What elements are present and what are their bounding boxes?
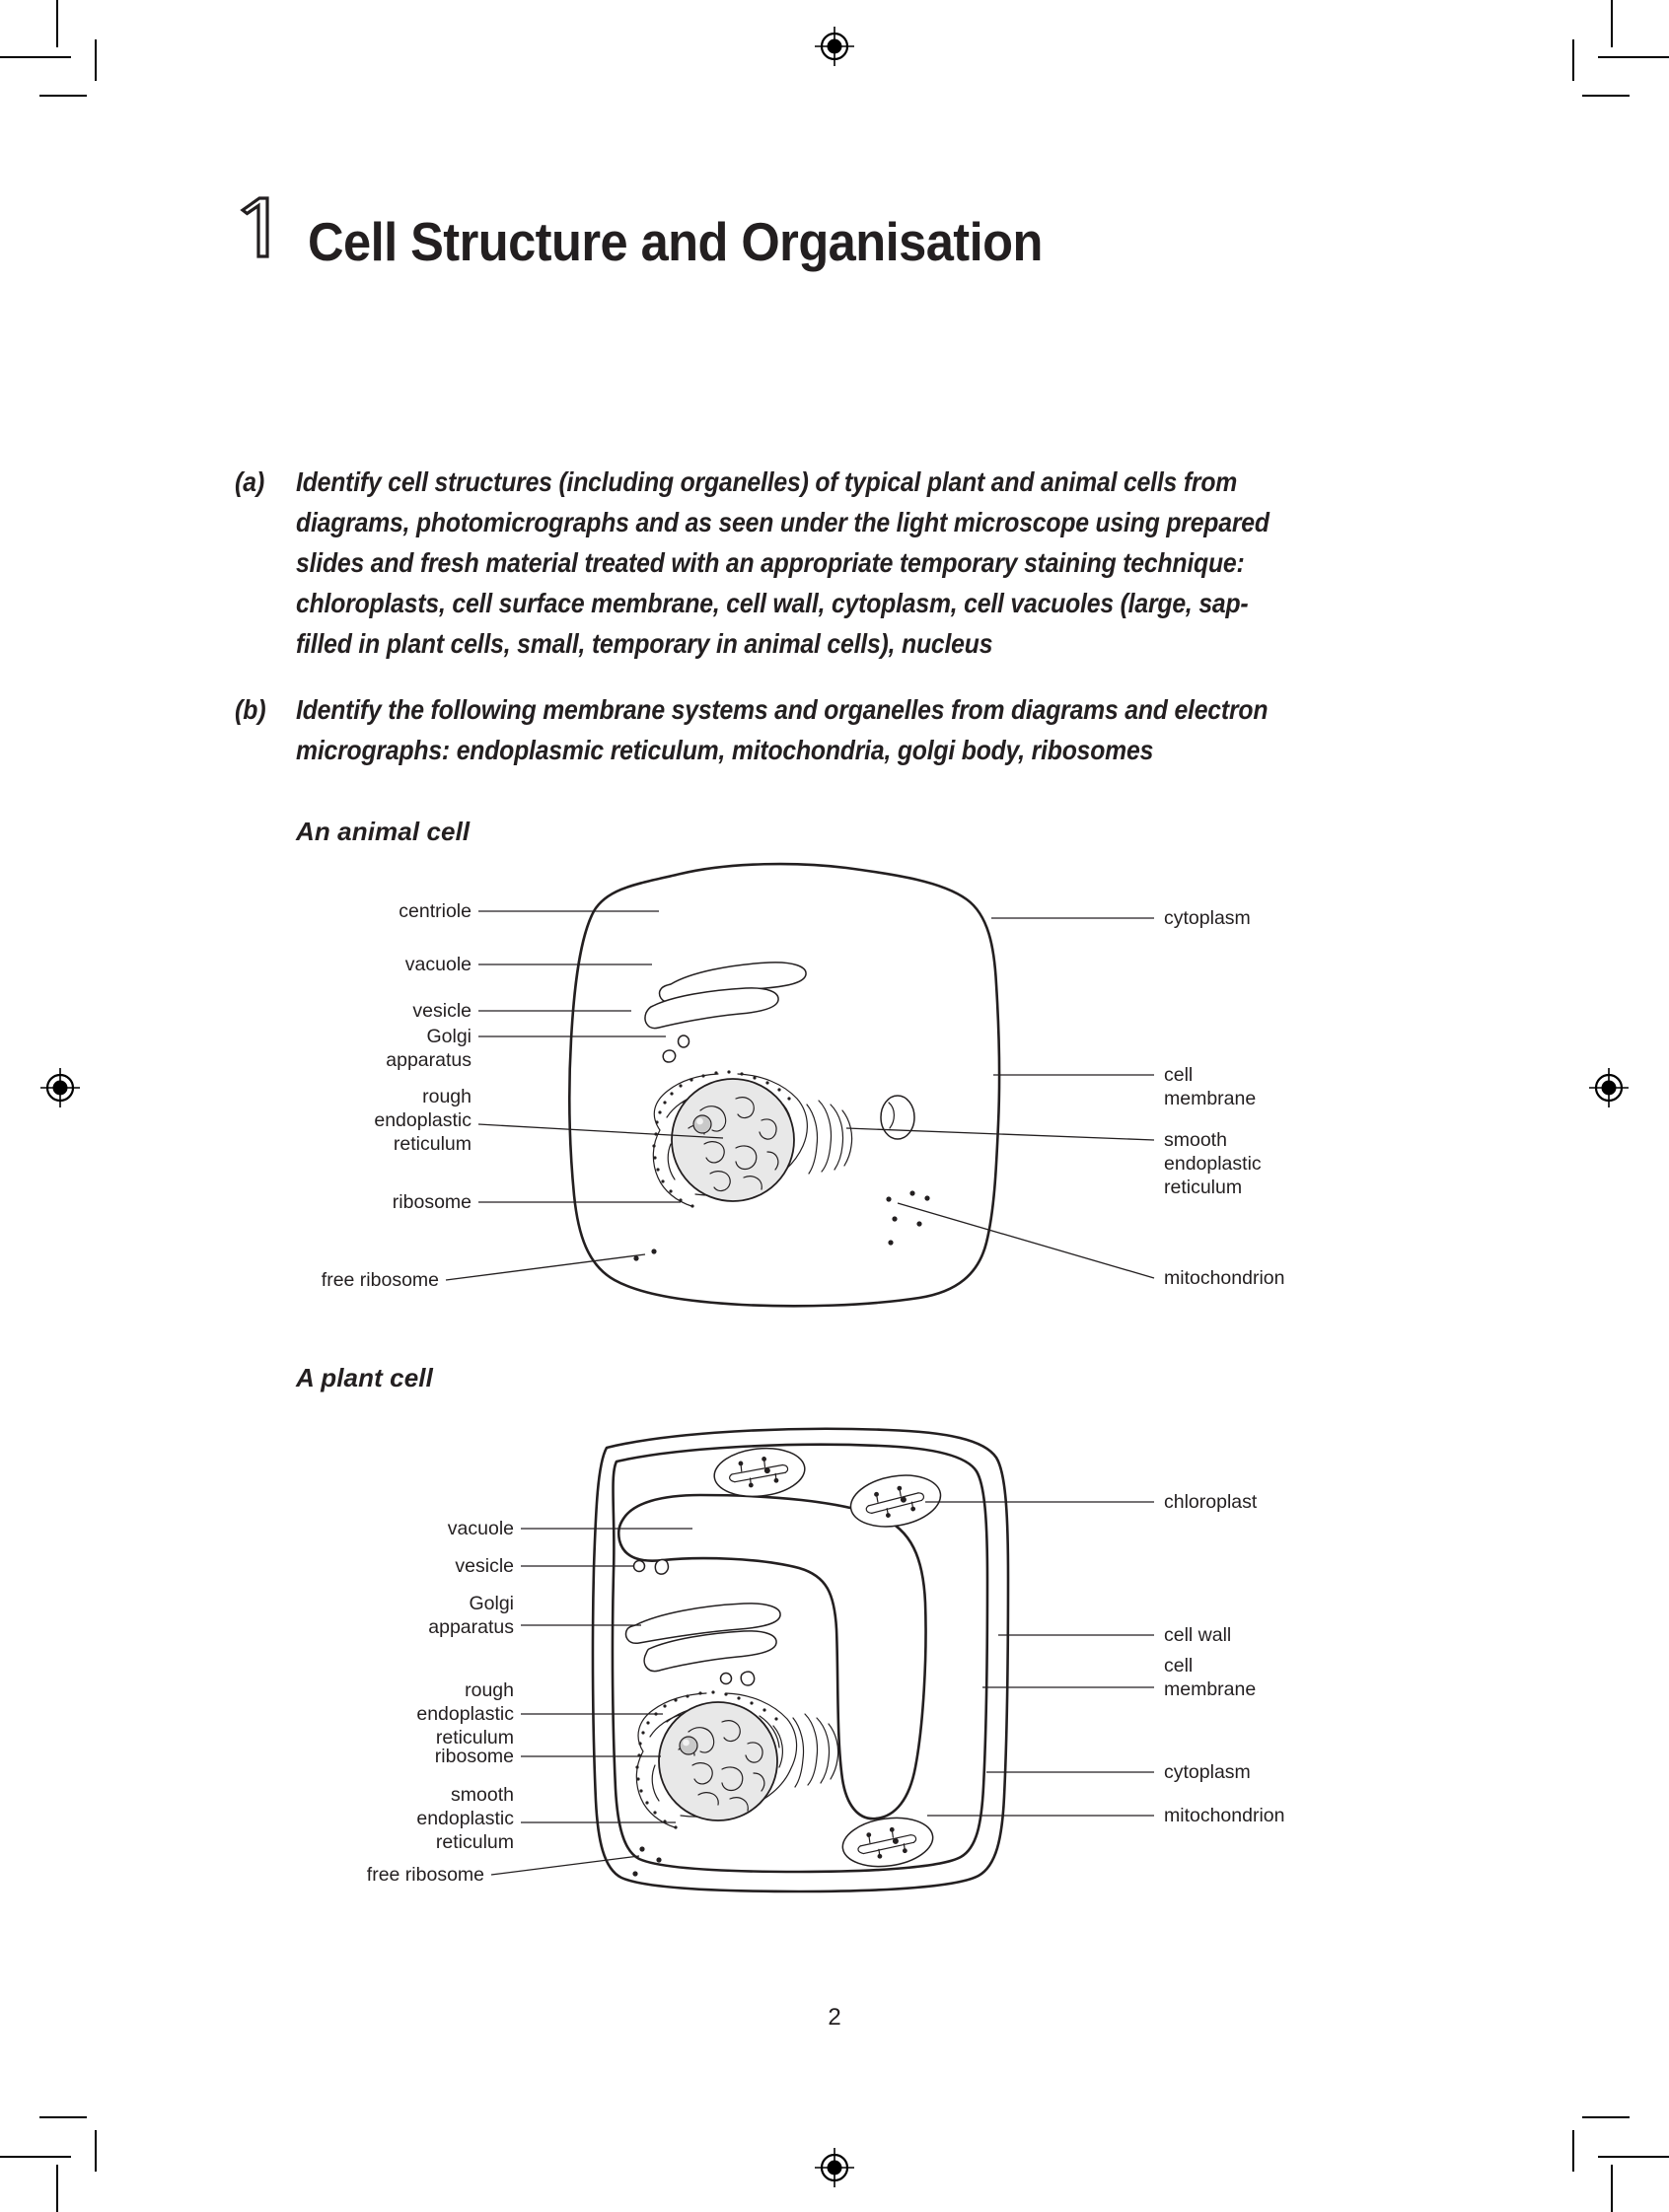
animal-vesicles: [663, 1035, 689, 1062]
crop-mark-br-v2: [1572, 2130, 1574, 2172]
label-cell-membrane-l1: cell: [1164, 1655, 1194, 1677]
plant-label-texts: [367, 1491, 1285, 1886]
label-cytoplasm: cytoplasm: [1164, 907, 1251, 929]
chapter-number-outline: [235, 195, 282, 260]
crop-mark-tr-v2: [1572, 39, 1574, 81]
label-ser-l3: reticulum: [435, 1831, 514, 1853]
list-item-marker: (a): [235, 466, 265, 497]
label-ser-l1: smooth: [1164, 1129, 1227, 1151]
registration-target-right-icon: [1586, 1065, 1632, 1110]
animal-free-ribosomes: [633, 1190, 929, 1260]
crop-mark-br-h: [1598, 2156, 1669, 2158]
crop-mark-bl-v2: [95, 2130, 97, 2172]
animal-golgi-apparatus: [645, 963, 806, 1029]
plant-chloroplast-top-right: [846, 1468, 944, 1533]
label-golgi-l2: apparatus: [386, 1049, 472, 1071]
crop-mark-br-v: [1611, 2165, 1613, 2212]
label-rer-l3: reticulum: [393, 1133, 472, 1155]
crop-mark-bl-h: [0, 2156, 71, 2158]
animal-nucleus-group: [652, 1070, 807, 1207]
label-rer-l1: rough: [422, 1086, 472, 1107]
label-free-ribosome: free ribosome: [366, 1864, 484, 1886]
plant-chloroplast-top-left: [712, 1444, 808, 1500]
label-vacuole: vacuole: [404, 954, 472, 975]
label-ser-l2: endoplastic: [1164, 1153, 1262, 1175]
label-mitochondrion: mitochondrion: [1164, 1805, 1285, 1826]
label-vesicle: vesicle: [455, 1555, 514, 1577]
crop-mark-tr-v: [1611, 0, 1613, 47]
animal-mitochondrion: [881, 1096, 914, 1139]
label-cytoplasm: cytoplasm: [1164, 1761, 1251, 1783]
label-rer-l1: rough: [465, 1679, 514, 1701]
list-item: [235, 689, 1399, 770]
crop-mark-bl-h2: [39, 2116, 87, 2118]
diagram-animal-cell: [321, 856, 1285, 1339]
list-item-marker: (b): [235, 694, 266, 725]
label-centriole: centriole: [399, 900, 472, 922]
label-golgi-l2: apparatus: [428, 1616, 514, 1638]
list-item: [235, 462, 1399, 664]
plant-nucleus-group: [635, 1690, 796, 1828]
animal-cell-membrane-outline: [569, 864, 999, 1306]
animal-nucleolus: [693, 1115, 711, 1133]
label-cell-wall: cell wall: [1164, 1624, 1232, 1646]
crop-mark-br-h2: [1582, 2116, 1630, 2118]
label-vesicle: vesicle: [412, 1000, 472, 1022]
label-free-ribosome: free ribosome: [321, 1269, 439, 1291]
crop-mark-bl-v: [56, 2165, 58, 2212]
plant-golgi-apparatus: [626, 1604, 781, 1685]
label-chloroplast: chloroplast: [1164, 1491, 1258, 1513]
label-ser-l3: reticulum: [1164, 1177, 1243, 1198]
label-cell-membrane-l1: cell: [1164, 1064, 1194, 1086]
list-item-text: Identify cell structures (including organelles) of typical plant and animal cells from diagrams, photomicrographs and as seen under the light microscope using prepared slides and fresh material treated with an appropriate temporary staining technique: chloroplasts, cell surface membrane, cell wall, cytoplasm, cell vacuoles (large, sap-filled in plant cells, small, temporary in animal cells), nucleus: [296, 466, 1270, 659]
label-rer-l2: endoplastic: [416, 1703, 514, 1725]
figure-caption-plant-cell: A plant cell: [296, 1363, 433, 1392]
label-ser-l1: smooth: [451, 1784, 514, 1806]
syllabus-list: [235, 462, 1399, 794]
page-title: [235, 195, 1107, 272]
plant-nucleolus: [680, 1737, 697, 1754]
crop-mark-tl-v2: [95, 39, 97, 81]
registration-target-bottom-icon: [812, 2145, 857, 2190]
animal-smooth-er: [807, 1101, 852, 1174]
label-ribosome: ribosome: [434, 1746, 514, 1767]
crop-mark-tl-v: [56, 0, 58, 47]
page-number: 2: [828, 2004, 841, 2031]
label-golgi-l1: Golgi: [426, 1026, 472, 1047]
crop-mark-tl-h2: [39, 95, 87, 97]
plant-chloroplast-bottom: [839, 1813, 936, 1872]
label-rer-l2: endoplastic: [374, 1109, 472, 1131]
label-ser-l2: endoplastic: [416, 1808, 514, 1829]
label-golgi-l1: Golgi: [469, 1593, 514, 1614]
label-ribosome: ribosome: [392, 1191, 472, 1213]
list-item-text: Identify the following membrane systems and organelles from diagrams and electron micrographs: endoplasmic reticulum, mitochondria, golgi body, ribosomes: [296, 694, 1269, 765]
label-vacuole: vacuole: [447, 1518, 514, 1539]
label-cell-membrane-l2: membrane: [1164, 1088, 1257, 1109]
label-mitochondrion: mitochondrion: [1164, 1267, 1285, 1289]
crop-mark-tl-h: [0, 56, 71, 58]
label-rer-l3: reticulum: [435, 1727, 514, 1748]
crop-mark-tr-h: [1598, 56, 1669, 58]
chapter-title: Cell Structure and Organisation: [308, 211, 1043, 272]
label-cell-membrane-l2: membrane: [1164, 1678, 1257, 1700]
animal-label-texts: [322, 900, 1285, 1291]
crop-mark-tr-h2: [1582, 95, 1630, 97]
plant-leader-lines: [491, 1502, 1154, 1875]
registration-target-left-icon: [37, 1065, 83, 1110]
figure-caption-animal-cell: An animal cell: [296, 817, 471, 846]
registration-target-top-icon: [812, 24, 857, 69]
diagram-plant-cell: [366, 1410, 1285, 1913]
plant-smooth-er: [793, 1714, 838, 1787]
